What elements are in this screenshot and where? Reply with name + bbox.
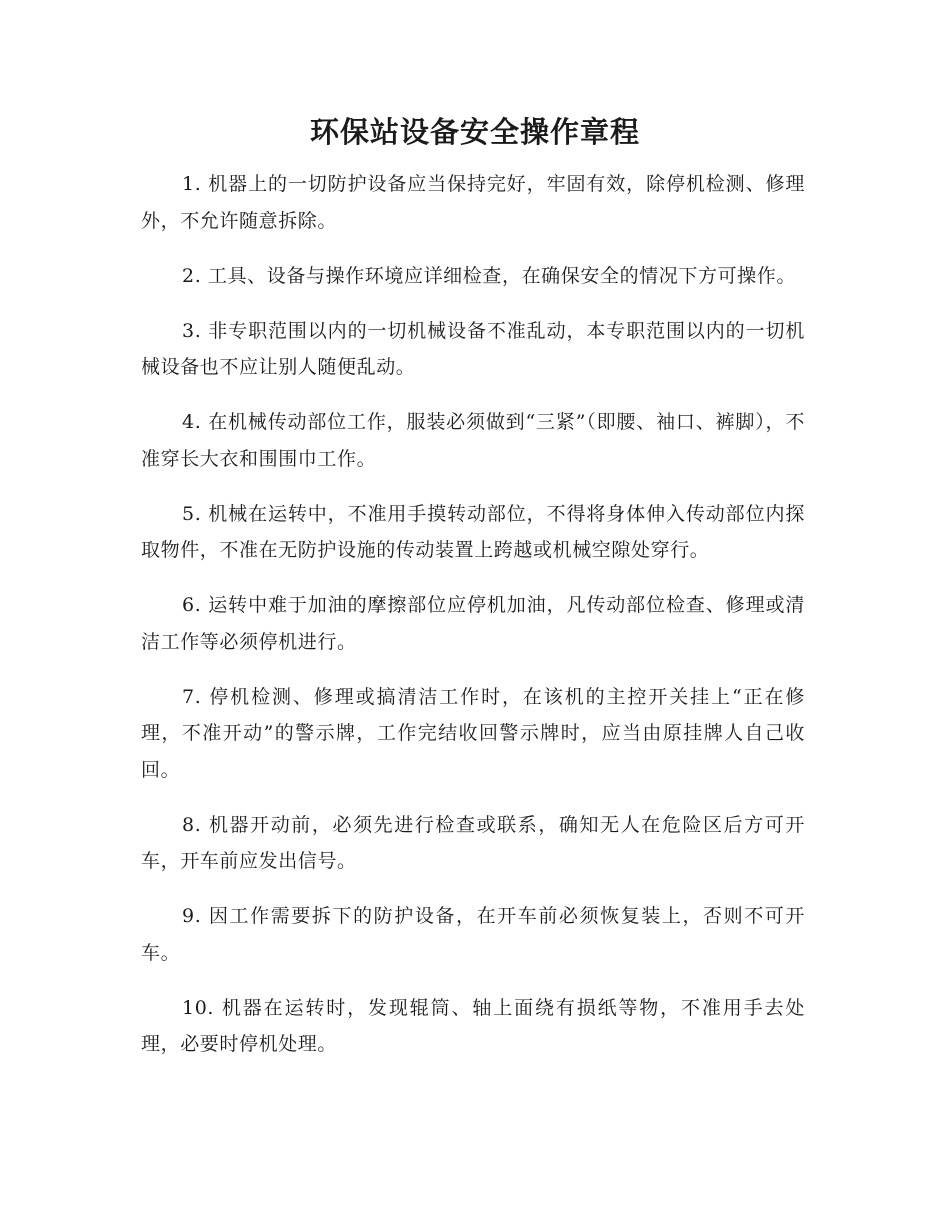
clause-4: 4. 在机械传动部位工作，服装必须做到“三紧”（即腰、袖口、裤脚），不准穿长大衣和围围巾工作。	[141, 411, 805, 470]
document-title: 环保站设备安全操作章程	[309, 115, 640, 149]
clause-6: 6. 运转中难于加油的摩擦部位应停机加油，凡传动部位检查、修理或清洁工作等必须停机进行。	[141, 594, 805, 653]
clause-3: 3. 非专职范围以内的一切机械设备不准乱动，本专职范围以内的一切机械设备也不应让别人随便乱动。	[141, 319, 805, 378]
clause-9: 9. 因工作需要拆下的防护设备，在开车前必须恢复装上，否则不可开车。	[141, 905, 805, 964]
clause-1: 1. 机器上的一切防护设备应当保持完好，牢固有效，除停机检测、修理外，不允许随意拆除。	[141, 173, 805, 232]
clause-list	[141, 166, 805, 1081]
clause-7: 7. 停机检测、修理或搞清洁工作时，在该机的主控开关挂上“正在修理，不准开动”的警示牌，工作完结收回警示牌时，应当由原挂牌人自己收回。	[141, 685, 805, 781]
clause-5: 5. 机械在运转中，不准用手摸转动部位，不得将身体伸入传动部位内探取物件，不准在无防护设施的传动装置上跨越或机械空隙处穿行。	[141, 502, 805, 561]
clause-2: 2. 工具、设备与操作环境应详细检查，在确保安全的情况下方可操作。	[182, 264, 796, 287]
clause-8: 8. 机器开动前，必须先进行检查或联系，确知无人在危险区后方可开车，开车前应发出信号。	[141, 813, 805, 872]
clause-10: 10. 机器在运转时，发现辊筒、轴上面绕有损纸等物，不准用手去处理，必要时停机处理。	[141, 996, 805, 1055]
